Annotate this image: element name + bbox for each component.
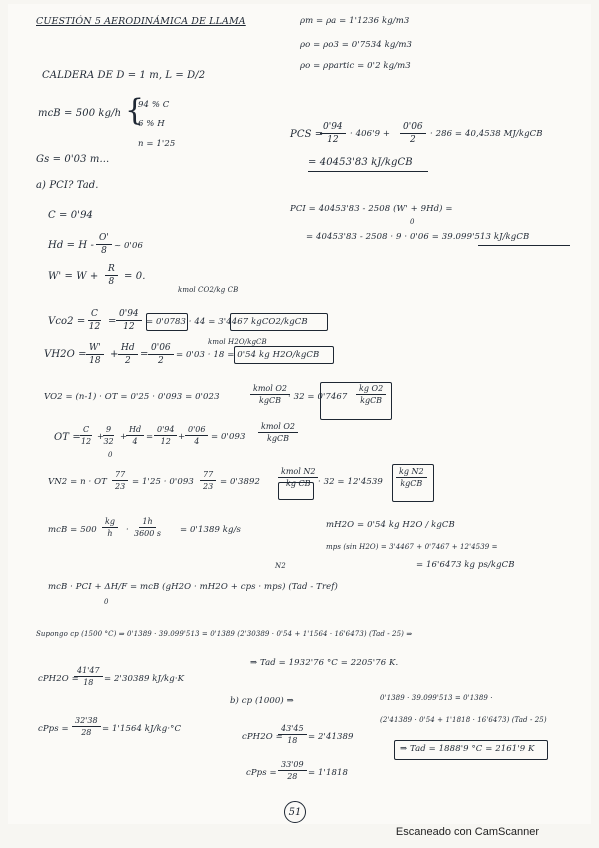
vh2o-fraction-1: $\frac{W'}{18}$ [86,343,104,366]
pcs-fraction-h: $\frac{0'06}{2}$ [400,122,426,145]
vh2o-note: kmol H2O/kgCB [208,338,267,346]
vh2o-equals: = [140,349,149,360]
hd-fraction: $\frac{O'}{8}$ [96,233,112,256]
vn2-unit-mass: kg N2 kgCB [396,467,427,488]
balance-zero: 0 [104,598,109,606]
cpps-fraction: $\frac{32'38}{28}$ [72,716,101,737]
part-a-question: a) PCI? Tad. [36,180,99,191]
vn2-result: = 0'3892 [220,477,261,487]
highlight-box [278,482,314,500]
ot-fraction-1: $\frac{C}{12}$ [80,425,92,446]
cpps-1000-result: = 1'1818 [308,768,349,778]
ot-plus-2: + [120,432,128,442]
scanner-watermark: Escaneado con CamScanner [395,826,539,838]
mcb-label: mcB = 500 [48,525,97,535]
pci-line-1: PCI = 40453'83 - 2508 (W' + 9Hd) = [290,204,453,214]
vn2-middle-2: · 32 = 12'4539 [318,477,383,487]
highlight-box [394,740,548,760]
highlight-box [392,464,434,502]
ot-unit: kmol O2 kgCB [258,422,298,443]
ot-fraction-4: $\frac{0'94}{12}$ [154,425,177,446]
cpps-result: = 1'1564 kJ/kg·°C [102,724,182,734]
pcs-result-kj: = 40453'83 kJ/kgCB [308,157,413,168]
iteration-line-1: 0'1389 · 39.099'513 = 0'1389 · [380,694,493,702]
vn2-middle: = 1'25 · 0'093 [132,477,194,487]
w-value: = 0. [124,271,146,282]
iteration-line-2: (2'41389 · 0'54 + 1'1818 · 16'6473) (Tad - 25) [380,716,547,724]
density-2: ρo = ρo3 = 0'7534 kg/m3 [300,40,412,50]
vn2-fraction-1: $\frac{77}{23}$ [112,470,128,491]
highlight-box [146,313,188,331]
vco2-fraction-1: $\frac{C}{12}$ [88,309,101,332]
vh2o-label: VH2O = [44,349,87,360]
assumption-line: Supongo cp (1500 °C) ⇒ 0'1389 · 39.099'513 = 0'1389 (2'30389 · 0'54 + 1'1564 · 16'6473) (Tad - 25) ⇒ [36,630,413,638]
cph2o-label: cPH2O = [38,674,79,684]
w-label: W' = W + [48,271,99,282]
ot-zero: 0 [108,451,113,459]
vh2o-result: = 0'03 · 18 = 0'54 kg H2O/kgCB [176,350,320,360]
mps-line-1: mps (sin H2O) = 3'4467 + 0'7467 + 12'4539 = [326,543,498,551]
cpps-1000-label: cPps = [246,768,277,778]
hd-value: ~ 0'06 [114,241,143,251]
mps-line-2: = 16'6473 kg ps/kgCB [416,560,515,570]
pcs-result-mj: · 286 = 40,4538 MJ/kgCB [430,129,543,139]
ot-fraction-2: $\frac{9}{32}$ [103,425,114,446]
mcb-result: = 0'1389 kg/s [180,525,242,535]
fuel-mass-flow: mcB = 500 kg/h [38,108,122,119]
density-1: ρm = ρa = 1'1236 kg/m3 [300,16,410,26]
highlight-box [230,313,328,331]
w-fraction: $\frac{R}{8}$ [105,264,118,287]
pci-line-2: = 40453'83 - 2508 · 9 · 0'06 = 39.099'513 kJ/kgCB [306,232,530,242]
notebook-page [8,4,591,824]
ot-label: OT = [54,432,81,443]
vco2-note: kmol CO2/kg CB [178,286,239,294]
density-3: ρo = ρpartic = 0'2 kg/m3 [300,61,411,71]
cph2o-result: = 2'30389 kJ/kg·K [104,674,185,684]
vco2-label: Vco2 = [48,316,86,327]
pcs-middle: · 406'9 + [350,129,391,139]
tad-final: ⇒ Tad = 1888'9 °C = 2161'9 K [400,744,535,754]
vco2-result: = 0'0783 · 44 = 3'4467 kgCO2/kgCB [146,317,308,327]
page-number: 51 [284,801,306,823]
cpps-1000-fraction: $\frac{33'09}{28}$ [278,760,307,781]
pcs-label: PCS = [290,129,324,140]
tad-first: ⇒ Tad = 1932'76 °C = 2205'76 K. [250,658,399,668]
cph2o-1000-fraction: $\frac{43'45}{18}$ [278,724,307,745]
mcb-dot: · [126,525,129,535]
boiler-dimensions: CALDERA DE D = 1 m, L = D/2 [42,70,206,81]
vco2-fraction-2: $\frac{0'94}{12}$ [116,309,142,332]
cpps-label: cPps = [38,724,69,734]
ot-fraction-5: $\frac{0'06}{4}$ [185,425,208,446]
ot-equals: = [146,432,154,442]
vn2-unit: kmol N2 kg CB [278,467,318,488]
pcs-fraction-c: $\frac{0'94}{12}$ [320,122,346,145]
carbon-percent: 94 % C [138,100,170,110]
highlight-box [320,382,392,420]
vn2-fraction-2: $\frac{77}{23}$ [200,470,216,491]
hd-label: Hd = H - [48,240,94,251]
ot-plus-3: + [178,432,186,442]
underline [308,171,428,172]
mh2o-value: mH2O = 0'54 kg H2O / kgCB [326,520,455,530]
ot-fraction-3: $\frac{Hd}{4}$ [126,425,144,446]
carbon-fraction: C = 0'94 [48,210,94,221]
energy-balance: mcB · PCI + ΔH/F = mcB (gH2O · mH2O + cps · mps) (Tad - Tref) [48,582,338,592]
highlight-box [234,346,334,364]
vh2o-plus: + [110,349,119,360]
mcb-fraction-1: $\frac{kg}{h}$ [102,517,118,538]
vo2-unit-mass: kg O2 kgCB [356,384,386,405]
hydrogen-percent: 6 % H [138,119,165,129]
ot-result: = 0'093 [211,432,246,442]
vo2-line: VO2 = (n-1) · OT = 0'25 · 0'093 = 0'023 [44,392,220,402]
brace: { [125,93,145,128]
cph2o-1000-label: cPH2O = [242,732,283,742]
cph2o-1000-result: = 2'41389 [308,732,354,742]
gas-flow: Gs = 0'03 m... [36,154,110,165]
vco2-equals: = [108,316,117,327]
underline [478,245,570,246]
cp-1000-label: b) cp (1000) ⇒ [230,696,294,706]
vn2-label: VN2 = n · OT [48,477,107,487]
page-title: CUESTIÓN 5 AERODINÁMICA DE LLAMA [36,16,246,27]
vo2-middle: · 32 = 0'7467 [288,392,348,402]
excess-air-n: n = 1'25 [138,139,176,149]
ot-plus-1: + [97,432,105,442]
pci-zero: 0 [410,218,415,226]
mcb-fraction-2: $\frac{1h}{3600 s}$ [134,517,162,538]
balance-n2: N2 [275,562,286,570]
vh2o-fraction-2: $\frac{Hd}{2}$ [118,343,138,366]
cph2o-fraction: $\frac{41'47}{18}$ [74,666,103,687]
vh2o-fraction-3: $\frac{0'06}{2}$ [148,343,174,366]
vo2-unit: kmol O2 kgCB [250,384,290,405]
